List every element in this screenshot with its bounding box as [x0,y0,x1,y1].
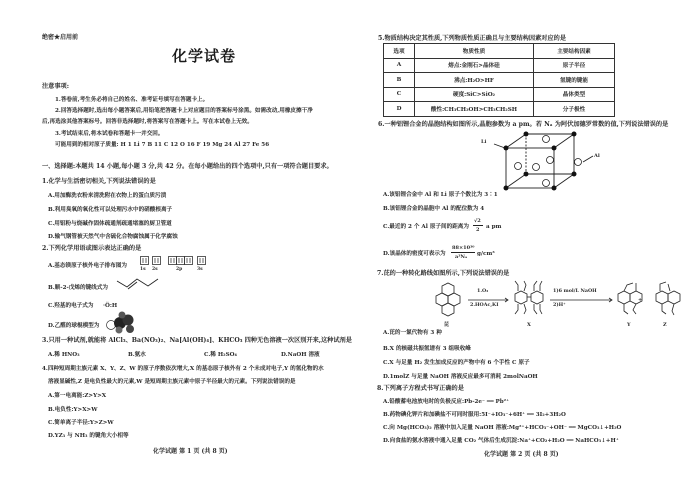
q4-stem-line1: 4.四种短周期主族元素 X、Y、Z、W 的原子序数依次增大,X 的基态原子核外有 2 个未成对电子,Y 的氢化物的水 [42,366,324,372]
q1-option-a: A.用加酶洗衣粉来清洗附在衣物上的蛋白质污渍 [48,193,167,199]
label-y: Y [627,322,631,328]
table-row [384,87,615,102]
q6-stem: 6.一种铝锂合金的晶胞结构如图所示,晶胞参数为 a pm。若 Nₐ 为阿伏加德罗常数的值,下列说法错误的是 [378,121,669,128]
q8-option-c: C.向 Mg(HCO₃)₂ 溶液中加入足量 NaOH 溶液:Mg²⁺+HCO₃⁻+OH⁻ ══ MgCO₃↓+H₂O [383,425,622,431]
q6-option-a: A.该铝锂合金中 Al 和 Li 原子个数比为 3∶1 [383,192,498,198]
page-footer-2: 化学试题 第 2 页 (共 8 页) [484,451,559,458]
step2-reagent-bottom: 2)H⁺ [553,302,566,308]
secret-label: 绝密★启用前 [42,34,79,41]
q7-option-c: C.X 与足量 H₂ 发生加成反应的产物中有 6 个手性 C 原子 [383,360,530,366]
plus-sign: + [638,297,643,303]
notice-heading: 注意事项: [42,83,70,90]
q2-stem: 2.下列化学用语或图示表达正确的是 [42,245,142,252]
q2-option-d: D.乙醛的球棍模型为 [48,323,100,329]
table-cell: A [384,58,415,73]
q7-option-a: A.芘的一氯代物有 3 种 [383,330,442,336]
table-header: 物质性质 [415,44,534,59]
q4-option-b: B.电负性:Y>X>W [48,407,98,413]
q6-option-b: B.该铝锂合金的晶胞中 Al 的配位数为 4 [383,206,485,212]
q5-stem: 5.物质结构决定其性质,下列物质性质正确且与主要结构因素对应的是 [378,35,567,42]
table-cell: C [384,87,415,102]
step1-reagent-bottom: 2.HOAc,KI [470,302,499,308]
q6c-suffix: a pm [486,224,502,230]
table-cell: D [384,102,415,117]
q6d-numerator: 88×10³⁰ [452,245,475,251]
q6c-numerator: √2 [474,218,481,224]
table-cell: 氢键的键能 [534,73,615,88]
q3-option-d: D.NaOH 溶液 [281,352,320,358]
q8-option-b: B.药物碘化钾片和加碘盐不可同时服用:5I⁻+IO₃⁻+6H⁺ ══ 3I₂+3H₂O [383,412,566,418]
table-cell: 分子极性 [534,102,615,117]
page-footer-1: 化学试题 第 1 页 (共 8 页) [153,448,228,455]
table-cell: 熔点:金刚石>晶体硅 [415,58,534,73]
orbital-label-2s: 2s [152,267,158,272]
q6-option-d: D.该晶体的密度可表示为 [383,251,446,257]
table-header-row [384,44,615,59]
hydroxyl-electron-formula: ·Ö:H [103,303,118,309]
page-title: 化学试卷 [172,47,237,65]
li-label: Li [481,139,487,145]
q1-stem: 1.化学与生活密切相关,下列说法错误的是 [42,178,156,185]
reaction-scheme-diagram [430,280,685,320]
notice-item-2-cont: 后,再选涂其他答案标号。回答非选择题时,将答案写在答题卡上。写在本试卷上无效。 [42,119,253,125]
q4-stem-line2: 溶液显碱性,Z 是电负性最大的元素,W 是短周期主族元素中原子半径最大的元素。下列说法错误的是 [48,379,296,385]
q4-option-c: C.简单离子半径:Y>Z>W [48,420,114,426]
label-x: X [527,322,531,328]
q8-option-a: A.铅酸蓄电池放电时的负极反应:Pb-2e⁻ ══ Pb²⁺ [383,399,510,405]
notice-item-1: 1.答卷前,考生务必将自己的姓名、准考证号填写在答题卡上。 [55,97,209,103]
q2-option-a: A.基态镁原子核外电子排布图为 [48,263,128,269]
q4-option-a: A.第一电离能:Z>Y>X [48,393,107,399]
table-cell: 原子半径 [534,58,615,73]
q6c-denominator: 2 [476,227,480,233]
table-header: 主要结构因素 [534,44,615,59]
q1-option-b: B.利用臭氧的氧化性可以处理污水中的硝酸根离子 [48,207,173,213]
orbital-label-2p: 2p [176,267,183,272]
table-header: 选项 [384,44,415,59]
notice-item-2: 2.回答选择题时,选出每小题答案后,用铅笔把答题卡上对应题目的答案标号涂黑。如需改动,用橡皮擦干净 [55,108,313,114]
q5-table [383,43,615,117]
orbital-label-3s: 3s [197,267,203,272]
q7-option-b: B.X 的核磁共振氢谱有 3 组吸收峰 [383,346,471,352]
step1-reagent-top: 1.O₃ [477,288,489,294]
orbital-label-1s: 1s [140,267,146,272]
q8-stem: 8.下列离子方程式书写正确的是 [377,385,464,392]
q3-option-b: B.氨水 [128,352,146,358]
table-cell: 沸点:H₂O>HF [415,73,534,88]
q7-stem: 7.芘的一种转化路线如图所示,下列说法错误的是 [377,270,510,277]
label-pyrene: 芘 [444,322,450,328]
q8-option-d: D.向食盐的氨水溶液中通入足量 CO₂ 气体后生成沉淀:Na⁺+CO₂+H₂O ══ NaHCO₃↓+H⁺ [383,438,619,444]
q3-option-c: C.稀 H₂SO₄ [204,352,237,358]
crystal-cell-diagram [490,130,600,192]
section-header: 一、选择题:本题共 14 小题,每小题 3 分,共 42 分。在每小题给出的四个选项中,只有一项符合题目要求。 [42,163,333,170]
q6-option-c: C.最近的 2 个 Al 原子间的距离为 [383,224,469,230]
q3-stem: 3.只用一种试剂,就能将 AlCl₃、Ba(NO₃)₂、Na[Al(OH)₄]、KHCO₃ 四种无色溶液一次区别开来,这种试剂是 [42,337,352,344]
table-cell: 晶体类型 [534,87,615,102]
notice-item-3: 3.考试结束后,将本试卷和答题卡一并交回。 [55,131,164,137]
q3-option-a: A.稀 HNO₃ [48,352,80,358]
q2-option-b: B.顺-2-戊烯的键线式为 [48,285,108,291]
pentene-skeletal-icon [116,276,160,292]
al-label: Al [594,153,600,159]
q7-option-d: D.1molZ 与足量 NaOH 溶液反应最多可消耗 2molNaOH [383,374,538,380]
table-cell: 硬度:SiC>SiO₂ [415,87,534,102]
label-z: Z [663,322,667,328]
q6d-suffix: g/cm³ [477,251,495,257]
table-row [384,102,615,117]
atomic-masses: 可能用到的相对原子质量: H 1 Li 7 B 11 C 12 O 16 F 19 Mg 24 Al 27 Fe 56 [55,142,270,148]
q6d-denominator: a³Nₐ [455,254,468,260]
table-cell: 酸性:CH₃CH₂OH>CH₃CH₂SH [415,102,534,117]
q1-option-c: C.用铝粉与烧碱作固体疏通剂疏通堵塞的厨卫管道 [48,221,172,227]
step2-reagent-top: 1)6 mol/L NaOH [553,288,597,294]
table-cell: B [384,73,415,88]
table-row [384,73,615,88]
q1-option-d: D.输气钢管被天然气中含硫化合物腐蚀属于化学腐蚀 [48,234,178,240]
table-row [384,58,615,73]
q4-option-d: D.YZ₃ 与 NH₃ 的键角大小相等 [48,433,129,439]
q2-option-c: C.羟基的电子式为 [48,303,94,309]
acetaldehyde-ball-model-icon [106,311,136,335]
